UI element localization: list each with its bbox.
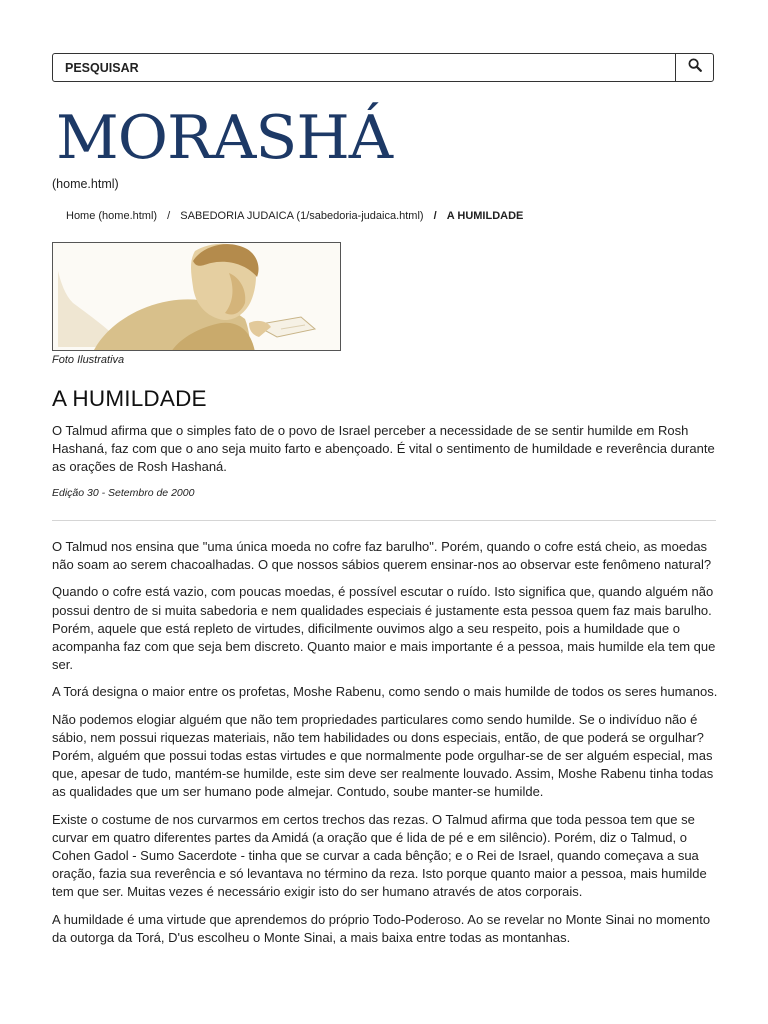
article-paragraph: Não podemos elogiar alguém que não tem propriedades particulares como sendo humilde. Se o indivíduo não é sábio, nem possui riquezas materiais, não tem habilidades ou dons especiais, então, de que poderá se orgulhar? Porém, alguém que possui todas estas virtudes e que normalmente pode orgulhar-se de ser alguém especial, mas que, apesar de tudo, mantém-se humilde, este sim deve ser realmente louvado. Assim, Moshe Rabenu tinha todas as qualidades que um ser humano pode almejar. Contudo, soube manter-se humilde. xyxy=(52,711,714,800)
breadcrumb-separator: / xyxy=(433,210,437,222)
article-paragraph: O Talmud nos ensina que "uma única moeda no cofre faz barulho". Porém, quando o cofre está cheio, as moedas não soam ao serem chacoalhadas. O que nossos sábios querem ensinar-nos ao observar este fenômeno natural? xyxy=(52,539,712,573)
photo-caption: Foto Ilustrativa xyxy=(52,354,125,366)
article-photo xyxy=(52,242,341,351)
breadcrumb-home[interactable]: Home (home.html) xyxy=(66,210,158,222)
breadcrumb xyxy=(66,210,523,222)
article-paragraph: A Torá designa o maior entre os profetas, Moshe Rabenu, como sendo o mais humilde de todos os seres humanos. xyxy=(52,684,718,700)
edition-info: Edição 30 - Setembro de 2000 xyxy=(52,487,195,499)
search-button[interactable] xyxy=(675,54,713,81)
article-body xyxy=(52,538,720,956)
divider xyxy=(52,520,716,521)
search-bar xyxy=(52,53,714,82)
home-link[interactable]: (home.html) xyxy=(52,177,119,191)
search-input[interactable] xyxy=(53,54,675,81)
breadcrumb-separator: / xyxy=(167,210,171,222)
article-paragraph: A humildade é uma virtude que aprendemos do próprio Todo-Poderoso. Ao se revelar no Monte Sinai no momento da outorga da Torá, D'us escolheu o Monte Sinai, a mais baixa entre todas as montanhas. xyxy=(52,911,711,945)
page-title: A HUMILDADE xyxy=(52,386,207,411)
article-lead: O Talmud afirma que o simples fato de o povo de Israel perceber a necessidade de se sentir humilde em Rosh Hashaná, faz com que o ano seja muito farto e abençoado. É vital o sentimento de humildade e reverência durante as orações de Rosh Hashaná. xyxy=(52,423,715,474)
morasha-logo[interactable] xyxy=(56,100,396,175)
logo-text: MORASHÁ xyxy=(56,103,385,173)
breadcrumb-current: A HUMILDADE xyxy=(446,210,524,222)
article-paragraph: Quando o cofre está vazio, com poucas moedas, é possível escutar o ruído. Isto significa que, quando alguém não possui dentro de si muita sabedoria e nem qualidades especiais é justamente esta pessoa quem faz mais barulho. Porém, aquele que está repleto de virtudes, dificilmente ouvimos algo a seu respeito, pois a humildade que o acompanha faz com que seja bem discreto. Quanto maior e mais importante é a pessoa, mais humilde ela tem que ser. xyxy=(52,584,716,673)
search-icon xyxy=(688,58,702,77)
article-paragraph: Existe o costume de nos curvarmos em certos trechos das rezas. O Talmud afirma que toda pessoa tem que se curvar em quatro diferentes partes da Amidá (a oração que é lida de pé e em silêncio). Porém, diz o Talmud, o Cohen Gadol - Sumo Sacerdote - tinha que se curvar a cada bênção; e o Rei de Israel, quando começava a sua oração, fazia sua reverência e só levantava no término da reza. Isto porque quanto maior a pessoa, mais humilde tem que ser. Muitas vezes é necessário exigir isto do ser humano através de atos corporais. xyxy=(52,811,707,900)
breadcrumb-section[interactable]: SABEDORIA JUDAICA (1/sabedoria-judaica.html) xyxy=(180,210,424,222)
